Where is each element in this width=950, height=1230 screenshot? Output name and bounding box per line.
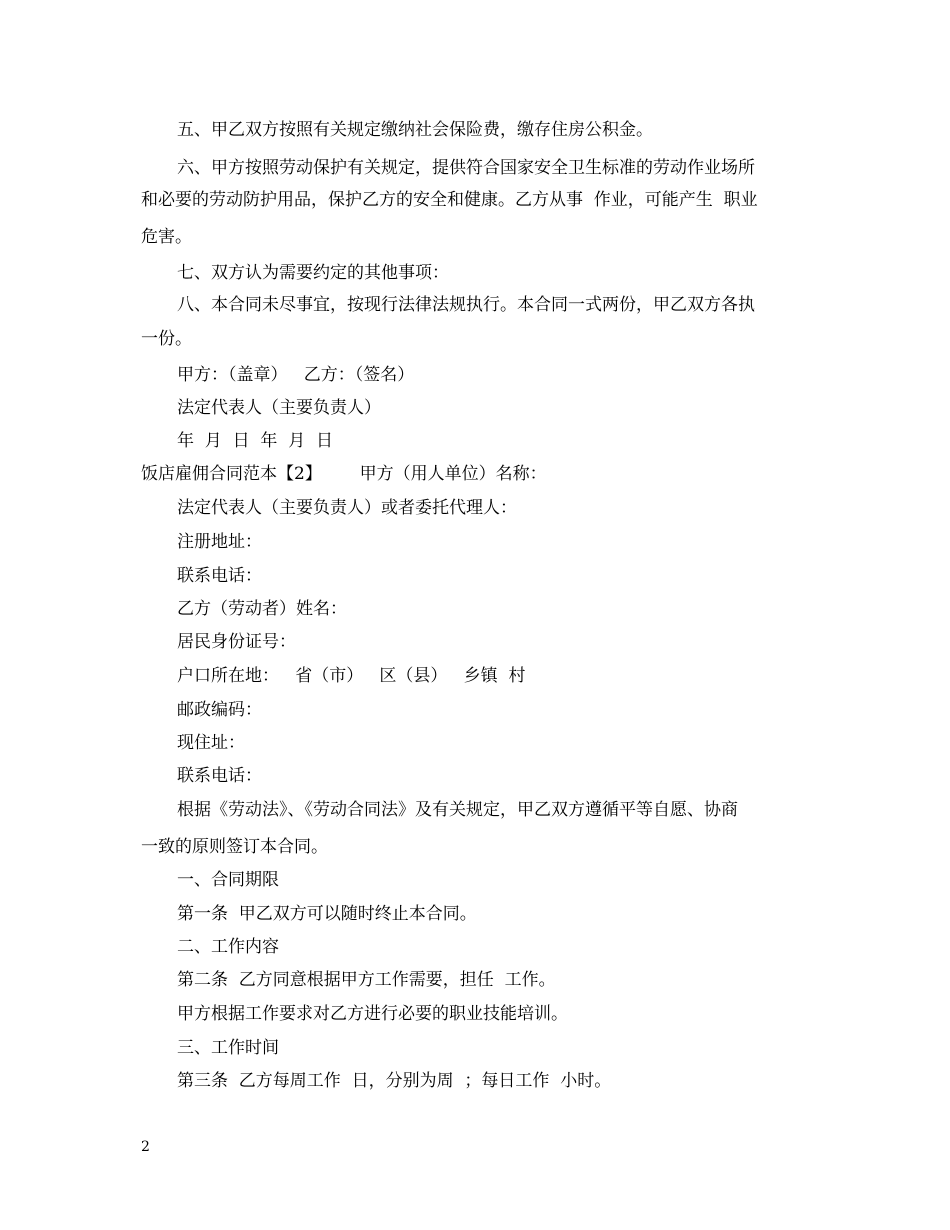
text-line-4: 危害。 <box>141 227 192 247</box>
text-line-6: 八、本合同未尽事宜，按现行法律法规执行。本合同一式两份，甲乙双方各执 <box>177 295 755 315</box>
text-line-8: 甲方：（盖章） 乙方：（签名） <box>177 365 415 385</box>
text-line-10: 年 月 日 年 月 日 <box>177 431 334 451</box>
text-line-20: 联系电话： <box>177 766 262 786</box>
text-line-25: 二、工作内容 <box>177 937 279 957</box>
text-line-12: 法定代表人（主要负责人）或者委托代理人： <box>177 498 517 518</box>
text-line-26: 第二条 乙方同意根据甲方工作需要，担任 工作。 <box>177 970 556 990</box>
text-line-15: 乙方（劳动者）姓名： <box>177 599 347 619</box>
text-line-3: 和必要的劳动防护用品，保护乙方的安全和健康。乙方从事 作业，可能产生 职业 <box>141 190 758 210</box>
text-line-18: 邮政编码： <box>177 700 262 720</box>
text-line-1: 五、甲乙双方按照有关规定缴纳社会保险费，缴存住房公积金。 <box>177 120 653 140</box>
text-line-29: 第三条 乙方每周工作 日，分别为周 ；每日工作 小时。 <box>177 1071 612 1091</box>
text-line-27: 甲方根据工作要求对乙方进行必要的职业技能培训。 <box>177 1004 568 1024</box>
text-line-21: 根据《劳动法》、《劳动合同法》及有关规定，甲乙双方遵循平等自愿、协商 <box>177 800 738 820</box>
text-line-28: 三、工作时间 <box>177 1038 279 1058</box>
section-title-line: 饭店雇佣合同范本【2】 甲方（用人单位）名称： <box>141 464 547 484</box>
text-line-22: 一致的原则签订本合同。 <box>141 837 328 857</box>
text-line-7: 一份。 <box>141 329 192 349</box>
page-number: 2 <box>141 1139 150 1155</box>
text-line-23: 一、合同期限 <box>177 870 279 890</box>
text-line-19: 现住址： <box>177 733 245 753</box>
text-line-24: 第一条 甲乙双方可以随时终止本合同。 <box>177 904 477 924</box>
text-line-13: 注册地址： <box>177 532 262 552</box>
text-line-9: 法定代表人（主要负责人） <box>177 398 381 418</box>
text-line-16: 居民身份证号： <box>177 632 296 652</box>
text-line-2: 六、甲方按照劳动保护有关规定，提供符合国家安全卫生标准的劳动作业场所 <box>177 158 755 178</box>
text-line-14: 联系电话： <box>177 566 262 586</box>
text-line-5: 七、双方认为需要约定的其他事项： <box>177 263 449 283</box>
text-line-17: 户口所在地： 省（市） 区（县） 乡镇 村 <box>177 666 526 686</box>
